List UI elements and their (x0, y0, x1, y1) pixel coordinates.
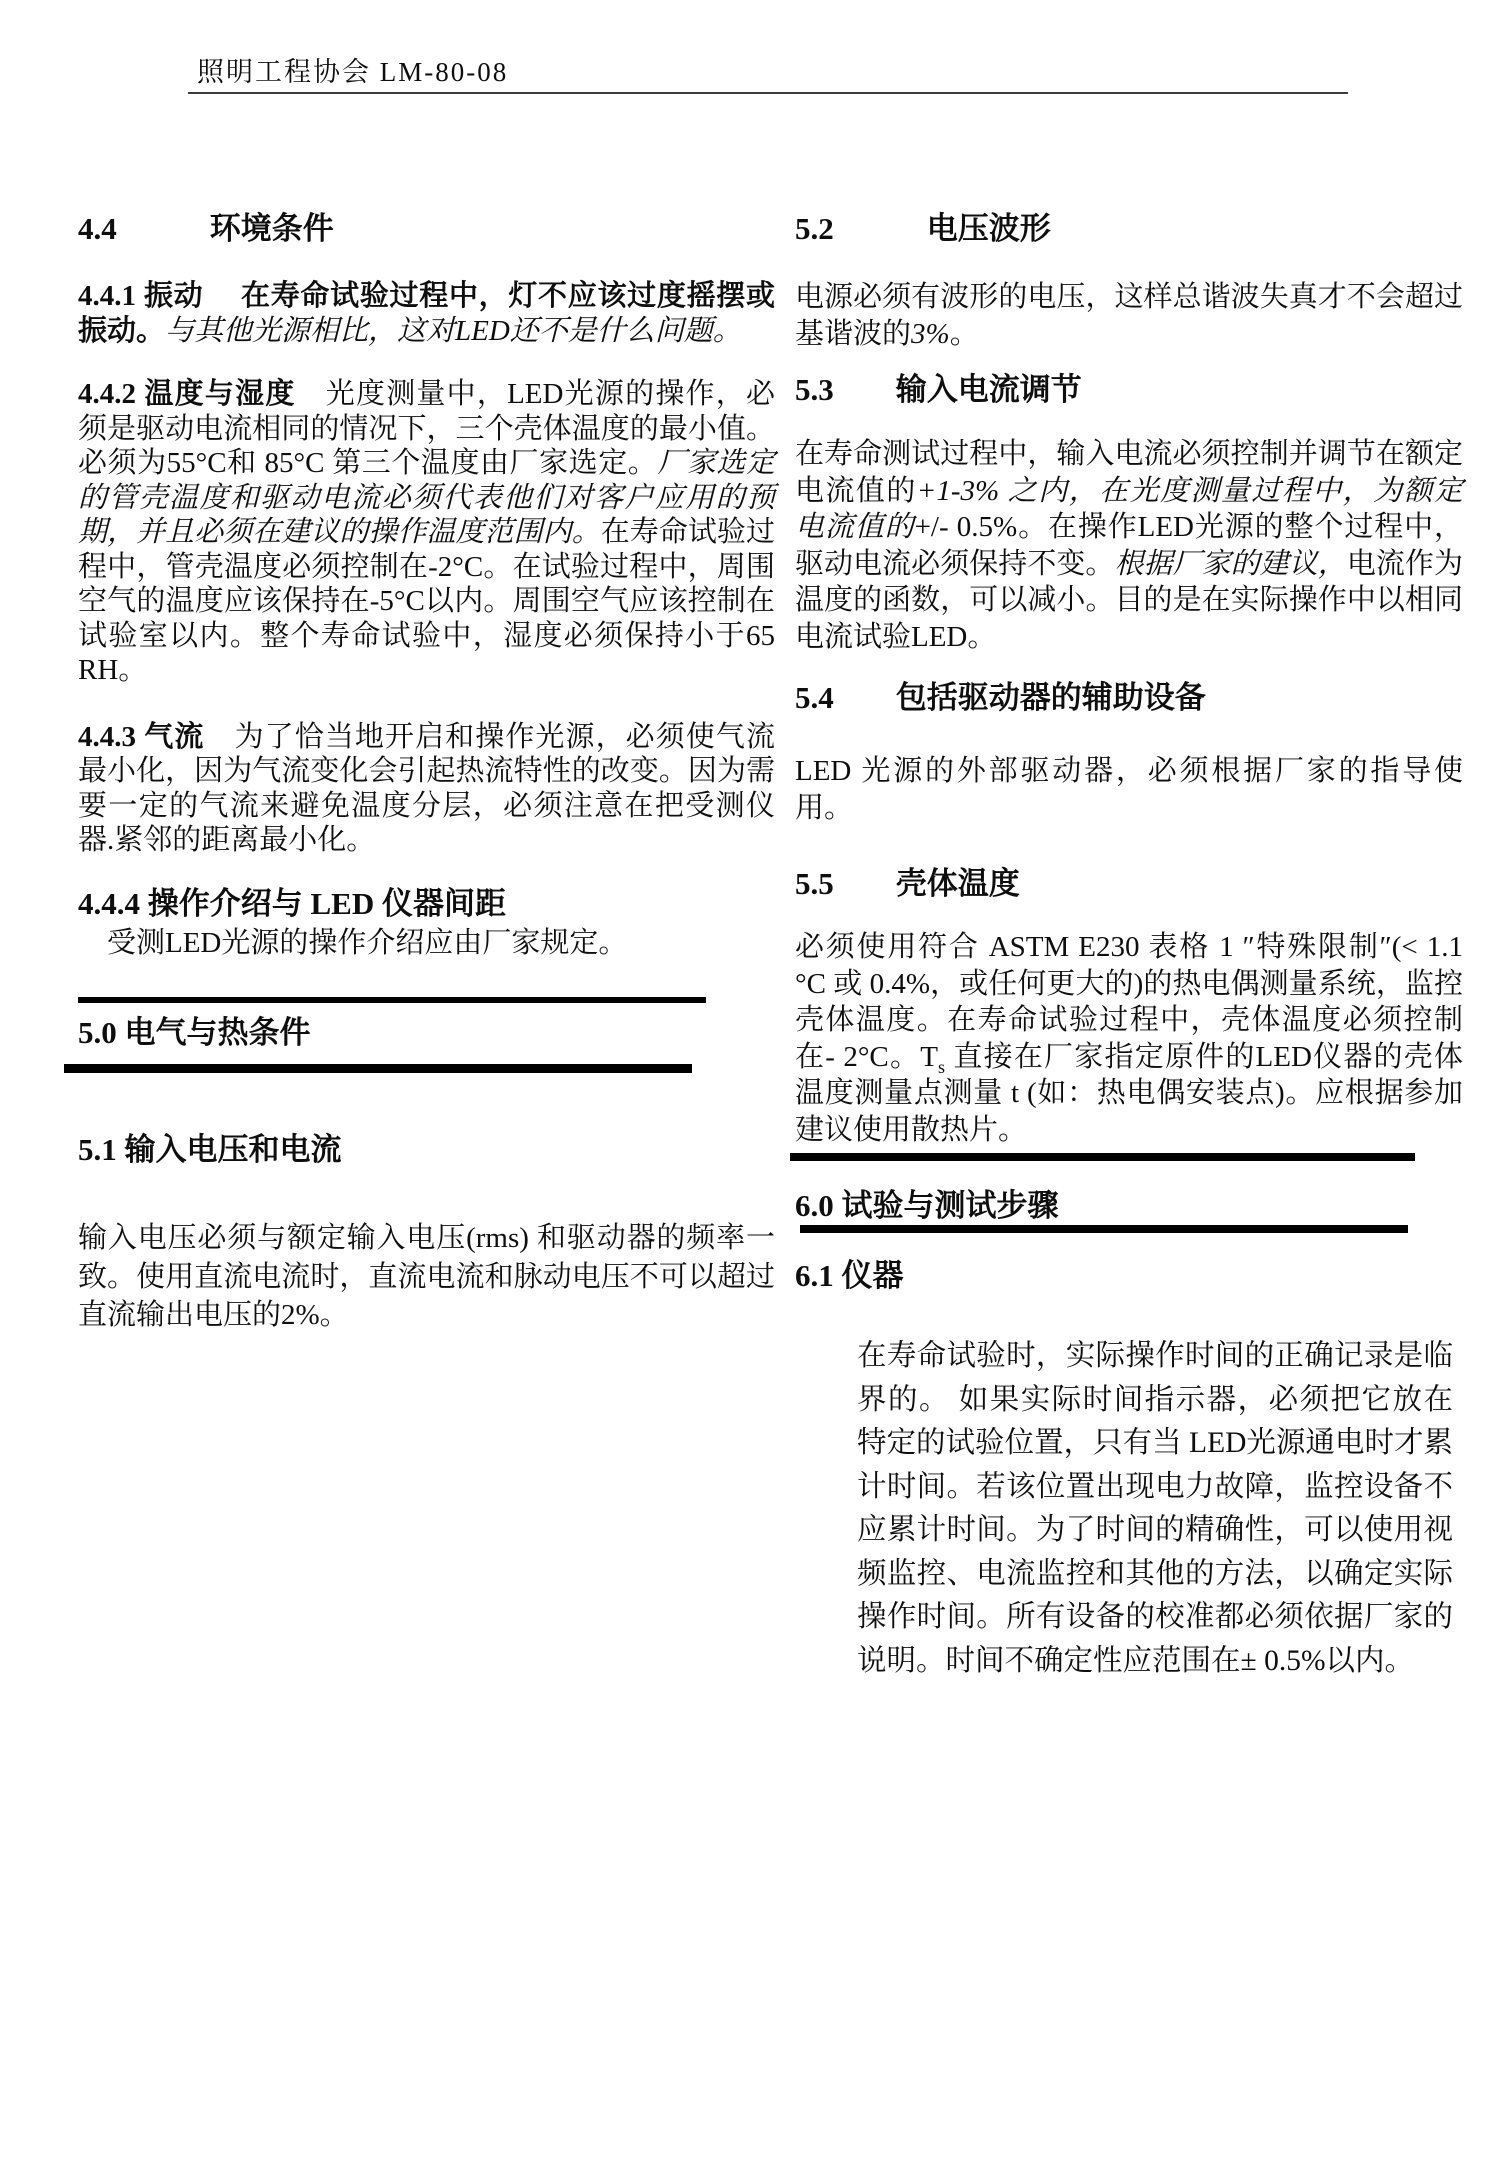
header-rule (188, 92, 1348, 94)
text-run: s (937, 1056, 945, 1077)
paragraph (78, 720, 775, 858)
paragraph (78, 377, 775, 688)
text-run: 5.0 电气与热条件 (78, 1015, 311, 1050)
page-header-title: 照明工程协会 LM-80-08 (197, 57, 509, 87)
text-run: 3% (911, 317, 950, 350)
text-run: 受测LED光源的操作介绍应由厂家规定。 (78, 926, 628, 959)
text-run: 4.4.3 气流 (78, 720, 205, 753)
text-run: 为了恰当地开启和操作光源，必须使气流最小化，因为气流变化会引起热流特性的改变。因为需要一定的气流来避免温度分层，必须注意在把受测仪器.紧邻的距离最小化。 (78, 720, 775, 856)
paragraph (795, 436, 1463, 655)
paragraph (78, 279, 775, 348)
section-heading (78, 1133, 775, 1167)
text-run: 根据厂家的建议， (1114, 547, 1347, 580)
paragraph (795, 753, 1463, 826)
text-run: 输入电压必须与额定输入电压(rms) 和驱动器的频率一致。使用直流电流时，直流电流和脉动电压不可以超过直流输出电压的2%。 (78, 1222, 775, 1331)
section-divider-rule (64, 1064, 692, 1073)
text-run: LED 光源的外部驱动器，必须根据厂家的指导使用。 (795, 755, 1463, 824)
section-heading (795, 212, 1463, 246)
text-run: 厂家选定的管壳温度和驱动电流必须代表他们对客户应用的预期，并且必须在建议的操作温度范围内。 (78, 447, 775, 548)
text-run: 电源必须有波形的电压，这样总谐波失真才不会超过基谐波的 (795, 281, 1463, 350)
text-run: 在寿命试验时，实际操作时间的正确记录是临界的。 如果实际时间指示器，必须把它放在特定的试验位置，只有当 LED光源通电时才累计时间。若该位置出现电力故障，监控设备不应累计时间。为了时间的精确性，可以使用视频监控、电流监控和其他的方法，以确定实际操作时间。所有设备的校准都必须依据厂家的说明。时间不确定性应范围在± 0.5%以内。 (857, 1340, 1453, 1677)
text-run: 4.4.4 操作介绍与 LED 仪器间距 (78, 885, 506, 921)
text-run: 4.4.1 振动 在寿命试验过程中，灯不应该过度摇摆或振动。 (78, 280, 775, 347)
right-column (795, 212, 1463, 1683)
text-run: 电流作为温度的函数，可以减小。目的是在实际操作中以相同电流试验LED。 (795, 547, 1463, 653)
text-run: 必须使用符合 ASTM E230 表格 1 ″特殊限制″(< 1.1 °C 或 0.4%，或任何更大的)的热电偶测量系统，监控壳体温度。在寿命试验过程中，壳体温度必须控制在- 2°C。T (795, 931, 1463, 1073)
text-run: 6.1 仪器 (795, 1258, 904, 1293)
section-heading (78, 887, 775, 921)
text-run: 5.4 包括驱动器的辅助设备 (795, 680, 1206, 715)
text-run: 4.4 环境条件 (78, 211, 334, 246)
section-heading (795, 373, 1463, 407)
text-run: 6.0 试验与测试步骤 (795, 1188, 1059, 1223)
paragraph (78, 1219, 775, 1335)
text-run: 5.5 壳体温度 (795, 866, 1020, 901)
left-column (78, 212, 775, 1335)
section-divider-rule (78, 997, 706, 1003)
text-run: 光度测量中，LED光源的操作，必须是驱动电流相同的情况下，三个壳体温度的最小值。必须为55°C和 85°C 第三个温度由厂家选定。 (78, 378, 775, 479)
section-heading (78, 1016, 775, 1050)
text-run: 5.1 输入电压和电流 (78, 1132, 342, 1167)
text-run: 直接在厂家指定原件的LED仪器的壳体温度测量点测量 t (如：热电偶安装点)。应根据参加建议使用散热片。 (795, 1040, 1464, 1146)
text-run: +/- 0.5%。在操作LED光源的整个过程中，驱动电流必须保持不变。 (795, 511, 1463, 580)
text-run: 5.2 电压波形 (795, 211, 1051, 246)
text-run: 在寿命测试过程中，输入电流必须控制并调节在额定电流值的 (795, 438, 1463, 507)
text-run: 在寿命试验过程中，管壳温度必须控制在-2°C。在试验过程中，周围空气的温度应该保持在-5°C以内。周围空气应该控制在试验室以内。整个寿命试验中，湿度必须保持小于65 RH。 (78, 516, 775, 686)
paragraph (857, 1335, 1453, 1683)
section-heading (795, 1189, 1463, 1223)
paragraph (78, 926, 775, 961)
section-divider-rule (790, 1153, 1415, 1161)
section-heading (795, 681, 1463, 715)
paragraph (795, 279, 1463, 352)
text-run: 4.4.2 温度与湿度 (78, 378, 296, 410)
section-heading (78, 212, 775, 246)
text-run: +1-3% 之内，在光度测量过程中，为额定电流值的 (795, 474, 1463, 543)
paragraph (795, 929, 1463, 1148)
section-heading (795, 1259, 1463, 1293)
section-divider-rule (800, 1225, 1408, 1233)
text-run: 与其他光源相比，这对LED还不是什么问题。 (165, 314, 742, 347)
text-run: 5.3 输入电流调节 (795, 372, 1082, 407)
section-heading (795, 867, 1463, 901)
text-run: 。 (949, 317, 979, 350)
